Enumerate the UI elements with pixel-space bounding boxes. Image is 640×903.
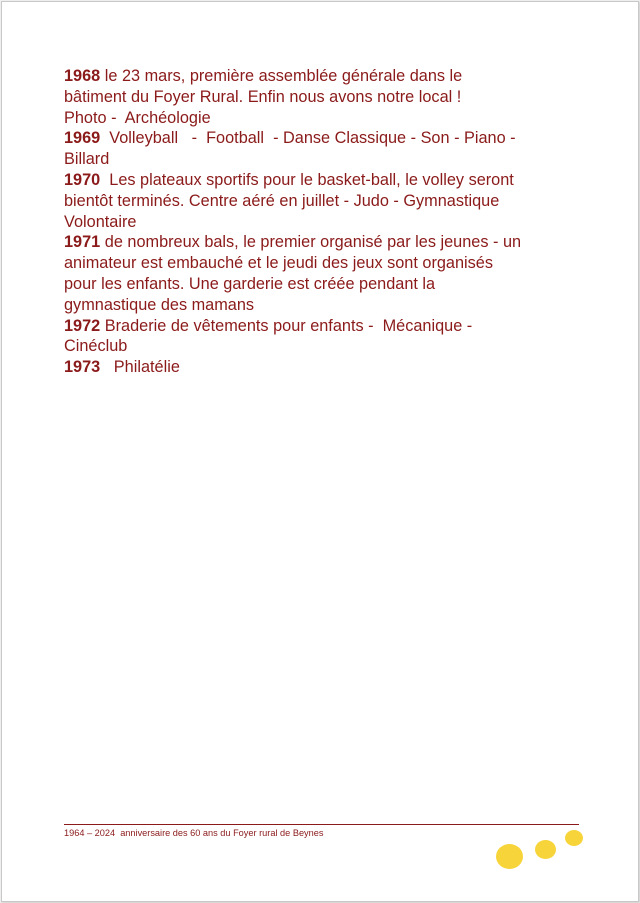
- entry-text: Les plateaux sportifs pour le basket-ball, le volley seront: [100, 170, 514, 189]
- year-label: 1971: [64, 233, 101, 252]
- entry-text: bâtiment du Foyer Rural. Enfin nous avons notre local !: [64, 87, 462, 106]
- entry-1972: [64, 316, 594, 358]
- document-page: [1, 1, 639, 902]
- entry-text: Billard: [64, 150, 110, 169]
- entry-text: le 23 mars, première assemblée générale dans le: [100, 67, 463, 85]
- entry-text: Volontaire: [64, 212, 137, 231]
- entry-text: bientôt terminés. Centre aéré en juillet - Judo - Gymnastique: [64, 191, 500, 210]
- entry-text: animateur est embauché et le jeudi des jeux sont organisés: [64, 254, 493, 273]
- decorative-dot: [565, 830, 583, 846]
- history-timeline: [64, 66, 594, 378]
- entry-1969: [64, 128, 594, 170]
- year-label: 1968: [64, 67, 101, 85]
- year-label: 1970: [64, 170, 101, 189]
- year-label: 1969: [64, 129, 101, 148]
- entry-1973: [64, 357, 594, 378]
- entry-line: [64, 316, 594, 337]
- entry-line: [64, 357, 594, 378]
- year-label: 1972: [64, 316, 101, 335]
- entry-text: gymnastique des mamans: [64, 295, 255, 314]
- entry-text: Photo - Archéologie: [64, 108, 211, 127]
- footer-text: 1964 – 2024 anniversaire des 60 ans du Foyer rural de Beynes: [64, 828, 324, 838]
- entry-text: de nombreux bals, le premier organisé par les jeunes - un: [100, 233, 522, 252]
- decorative-dot: [535, 840, 556, 859]
- entry-text: Braderie de vêtements pour enfants - Mécanique -: [100, 316, 473, 335]
- footer-divider: [64, 824, 579, 825]
- entry-text: pour les enfants. Une garderie est créée pendant la: [64, 274, 436, 293]
- entry-text: Philatélie: [100, 358, 180, 377]
- entry-line: [64, 170, 594, 191]
- entry-1971: [64, 232, 594, 315]
- entry-text: Cinéclub: [64, 337, 128, 356]
- year-label: 1973: [64, 358, 101, 377]
- entry-line: [64, 66, 594, 87]
- entry-1968: [64, 66, 594, 128]
- entry-text: Volleyball - Football - Danse Classique - Son - Piano -: [100, 129, 516, 148]
- decorative-dot: [496, 844, 523, 869]
- entry-line: [64, 232, 594, 253]
- entry-line: [64, 128, 594, 149]
- entry-1970: [64, 170, 594, 232]
